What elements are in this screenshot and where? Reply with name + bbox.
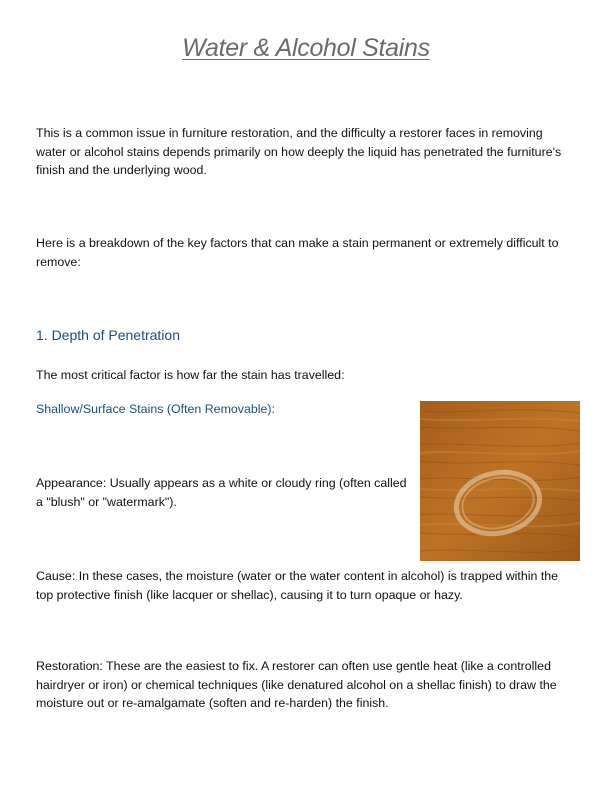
cause-paragraph: Cause: In these cases, the moisture (water or the water content in alcohol) is trapped within the top protective finish (like lacquer or shellac), causing it to turn opaque or hazy.: [36, 569, 559, 602]
restoration-paragraph: Restoration: These are the easiest to fix. A restorer can often use gentle heat (like a controlled hairdryer or iron) or chemical techniques (like denatured alcohol on a shellac finish) to draw the moisture out or re-amalgamate (soften and re-harden) the finish.: [36, 659, 557, 710]
breakdown-paragraph: Here is a breakdown of the key factors that can make a stain permanent or extremely difficult to remove:: [36, 236, 559, 269]
appearance-paragraph: Appearance: Usually appears as a white or cloudy ring (often called a "blush" or "watermark").: [36, 476, 407, 509]
stain-photo: [420, 401, 580, 561]
section-lead: The most critical factor is how far the stain has travelled:: [36, 368, 345, 382]
section-heading-depth: 1. Depth of Penetration: [36, 327, 180, 343]
intro-paragraph: This is a common issue in furniture restoration, and the difficulty a restorer faces in removing water or alcohol stains depends primarily on how deeply the liquid has penetrated the furniture's finish and the underlying wood.: [36, 126, 562, 177]
subheading-shallow-stains: Shallow/Surface Stains (Often Removable):: [36, 402, 275, 416]
page-title: Water & Alcohol Stains: [182, 34, 430, 62]
